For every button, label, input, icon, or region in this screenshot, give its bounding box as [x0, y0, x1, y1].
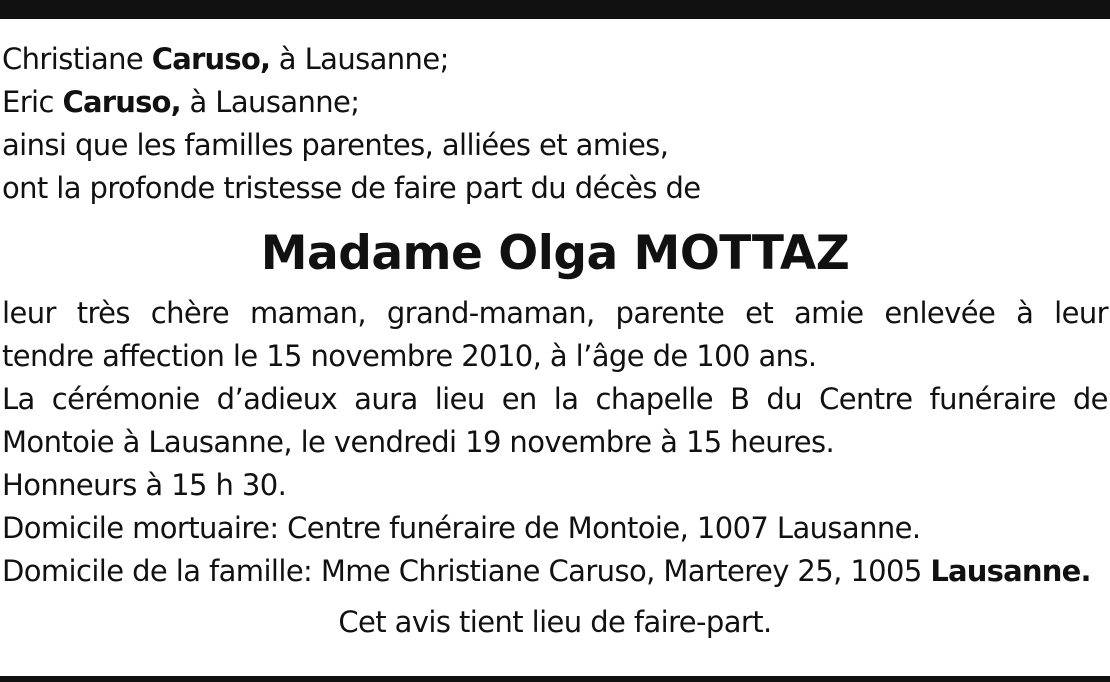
- body-word: leur: [1054, 296, 1108, 330]
- body-word: Centre: [819, 382, 913, 416]
- body-word: parente: [615, 296, 725, 330]
- top-border-rule: [0, 0, 1110, 19]
- body-word: du: [766, 382, 803, 416]
- body-word: à: [1016, 296, 1034, 330]
- family-place: à Lausanne;: [189, 85, 360, 119]
- honneurs-line: Honneurs à 15 h 30.: [2, 468, 287, 502]
- relatives-line: ainsi que les familles parentes, alliées et amies,: [2, 128, 669, 162]
- body-word: La: [2, 382, 35, 416]
- domicile-famille-text: Domicile de la famille: Mme Christiane Caruso, Marterey 25, 1005: [2, 554, 922, 588]
- family-member-line: [2, 81, 1108, 124]
- domicile-famille-line: [2, 550, 1108, 593]
- bottom-border-rule: [0, 676, 1110, 682]
- family-last-name: Caruso,: [151, 42, 271, 76]
- body-word: et: [745, 296, 774, 330]
- family-last-name: Caruso,: [62, 85, 181, 119]
- body-line-justified: [2, 292, 1108, 335]
- body-word: lieu: [434, 382, 485, 416]
- obituary-notice: [2, 38, 1108, 644]
- body-word: en: [501, 382, 537, 416]
- family-first-name: Eric: [2, 85, 54, 119]
- closing-note: Cet avis tient lieu de faire-part.: [338, 605, 772, 639]
- body-word: cérémonie: [51, 382, 200, 416]
- body-word: amie: [794, 296, 864, 330]
- domicile-famille-city: Lausanne.: [930, 554, 1091, 588]
- body-line: tendre affection le 15 novembre 2010, à l’âge de 100 ans.: [2, 339, 817, 373]
- body-word: B: [730, 382, 750, 416]
- body-word: funéraire: [929, 382, 1056, 416]
- deceased-name: Madame Olga MOTTAZ: [260, 226, 850, 281]
- body-word: aura: [354, 382, 418, 416]
- family-member-line: [2, 38, 1108, 81]
- body-word: d’adieux: [216, 382, 338, 416]
- body-word: la: [553, 382, 579, 416]
- body-word: très: [76, 296, 130, 330]
- domicile-mortuaire-line: Domicile mortuaire: Centre funéraire de Montoie, 1007 Lausanne.: [2, 511, 921, 545]
- body-word: chère: [150, 296, 230, 330]
- family-first-name: Christiane: [2, 42, 144, 76]
- body-word: chapelle: [595, 382, 713, 416]
- body-word: maman,: [249, 296, 366, 330]
- family-place: à Lausanne;: [278, 42, 449, 76]
- body-word: grand-maman,: [386, 296, 595, 330]
- body-line: Montoie à Lausanne, le vendredi 19 novembre à 15 heures.: [2, 425, 835, 459]
- intro-line: ont la profonde tristesse de faire part du décès de: [2, 171, 701, 205]
- body-word: leur: [2, 296, 56, 330]
- body-word: enlevée: [884, 296, 996, 330]
- body-line-justified: [2, 378, 1108, 421]
- body-word: de: [1072, 382, 1108, 416]
